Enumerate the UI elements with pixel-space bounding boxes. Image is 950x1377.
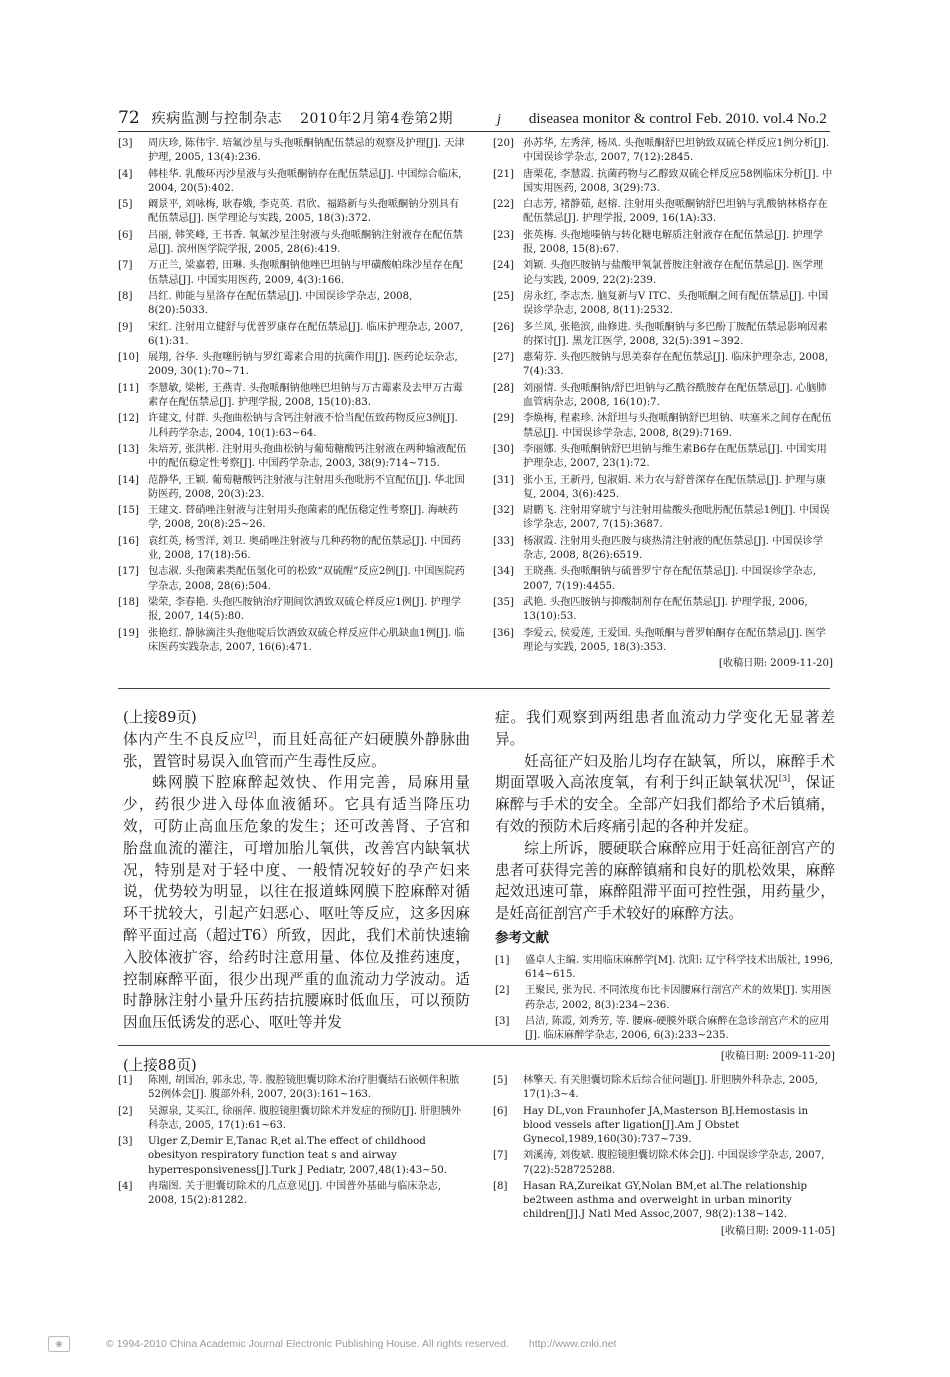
citation-marker: [2] bbox=[245, 730, 257, 740]
reference-item bbox=[493, 627, 833, 655]
reference-number: [13] bbox=[118, 443, 139, 455]
reference-number: [15] bbox=[118, 505, 139, 517]
reference-number: [1] bbox=[495, 954, 510, 966]
reference-item bbox=[493, 596, 833, 624]
body-paragraph: 体内产生不良反应[2]，而且妊高征产妇硬膜外静脉曲张，置管时易误入血管而产生毒性反应。 bbox=[123, 730, 470, 770]
reference-number: [2] bbox=[118, 1105, 133, 1117]
reference-item bbox=[118, 259, 468, 287]
reference-item bbox=[493, 1180, 835, 1223]
reference-text: 许建文, 付群. 头孢曲松钠与含钙注射液不恰当配伍致药物反应3例[J]. 儿科药学杂志, 2004, 10(1):63~64. bbox=[148, 413, 458, 439]
reference-text: 刘丽情. 头孢哌酮钠/舒巴坦钠与乙酰谷酰胺存在配伍禁忌[J]. 心脑肺血管病杂志, 2008, 16(10):7. bbox=[523, 382, 827, 408]
reference-number: [12] bbox=[118, 413, 139, 425]
reference-text: 多兰凤, 张艳滨, 曲修进. 头孢哌酮钠与多巴酚丁胺配伍禁忌影响因素的探讨[J]. 黑龙江医学, 2008, 32(5):391~392. bbox=[523, 321, 828, 347]
reference-item bbox=[493, 290, 833, 318]
issue-date-cn: 2010年2月第4卷第2期 bbox=[300, 111, 453, 127]
reference-text: 梁荣, 李春艳. 头孢匹胺钠治疗期间饮酒致双硫仑样反应1例[J]. 护理学报, 2007, 14(5):80. bbox=[148, 596, 462, 623]
page-number: 72 bbox=[118, 108, 140, 128]
continued-from-note: (上接88页) bbox=[123, 1057, 197, 1074]
reference-item bbox=[118, 137, 468, 165]
references-heading: 参考文献 bbox=[495, 929, 549, 946]
reference-text: 吕红. 帅能与星洛存在配伍禁忌[J]. 中国误诊学杂志, 2008, 8(20):5033. bbox=[148, 290, 413, 317]
body-paragraph: 蛛网膜下腔麻醉起效快、作用完善，局麻用量少，药很少进入母体血液循环。它具有适当降压功效，可防止高血压危象的发生；还可改善肾、子宫和胎盘血流的灌注，可增加胎儿氧供，改善宫内缺氧状况，特别是对于轻中度、一般情况较好的孕产妇来说，优势较为明显，以往在报道蛛网膜下腔麻醉对循环干扰较大，引起产妇恶心、呕吐等反应，这多因麻醉平面过高（超过T6）所致，因此，我们术前快速输入胶体液扩容，给药时注意用量、体位及推药速度，控制麻醉平面，很少出现严重的血流动力学波动。适时静脉注射小量升压药拮抗腰麻时低血压，可以预防因血压低诱发的恶心、呕吐等并发 bbox=[123, 774, 470, 1032]
reference-number: [6] bbox=[118, 229, 133, 241]
body-paragraph: 综上所诉，腰硬联合麻醉应用于妊高征剖宫产的患者可获得完善的麻醉镇痛和良好的肌松效果，麻醉起效迅速可靠，麻醉阻滞平面可控性强，用药量少，是妊高征剖宫产手术较好的麻醉方法。 bbox=[495, 839, 835, 923]
reference-text: 万正兰, 梁嘉碧, 田琳. 头孢哌酮钠他唑巴坦钠与甲磺酸帕珠沙星存在配伍禁忌[J]. 中国实用医药, 2009, 4(3):166. bbox=[148, 260, 463, 286]
reference-number: [14] bbox=[118, 474, 139, 486]
reference-number: [4] bbox=[118, 168, 133, 180]
reference-text: 冉瑞图. 关于胆囊切除术的几点意见[J]. 中国普外基础与临床杂志, 2008, 15(2):81282. bbox=[148, 1180, 442, 1207]
received-date: [收稿日期: 2009-11-20] bbox=[718, 658, 833, 670]
reference-text: 张小玉, 王新丹, 包淑娟. 米力农与舒普深存在配伍禁忌[J]. 护理与康复, 2004, 3(6):425. bbox=[523, 474, 826, 500]
reference-item bbox=[493, 259, 833, 287]
reference-item bbox=[118, 565, 468, 593]
reference-number: [27] bbox=[493, 352, 514, 364]
reference-item bbox=[493, 137, 833, 165]
reference-item bbox=[118, 290, 468, 318]
reference-item bbox=[118, 412, 468, 440]
reference-text: 陈刚, 胡国冶, 郭永忠, 等. 腹腔镜胆囊切除术治疗胆囊结石嵌顿伴积脓52例体会[J]. 腹部外科, 2007, 20(3):161~163. bbox=[148, 1075, 460, 1101]
page-footer bbox=[48, 1336, 616, 1352]
reference-item bbox=[495, 954, 835, 982]
reference-text: 孙苏华, 左秀萍, 杨凤. 头孢哌酮舒巴坦钠致双硫仑样反应1例分析[J]. 中国误诊学杂志, 2007, 7(12):2845. bbox=[523, 138, 830, 164]
reference-text: 李爱云, 侯爱莲, 王爱国. 头孢哌酮与普罗帕酮存在配伍禁忌[J]. 医学理论与实践, 2005, 18(3):353. bbox=[523, 627, 826, 653]
reference-number: [30] bbox=[493, 443, 514, 455]
reference-number: [7] bbox=[493, 1150, 508, 1162]
reference-number: [4] bbox=[118, 1180, 133, 1192]
reference-text: 李焕梅, 程素珍. 沐舒坦与头孢哌酮钠舒巴坦钠、呋塞米之间存在配伍禁忌[J]. 中国误诊学杂志, 2008, 8(29):7169. bbox=[523, 413, 832, 439]
reference-number: [8] bbox=[118, 290, 133, 302]
reference-text: 宋红. 注射用立健舒与优普罗康存在配伍禁忌[J]. 临床护理杂志, 2007, 6(1):31. bbox=[148, 321, 464, 347]
reference-number: [33] bbox=[493, 535, 514, 547]
reference-text: 朱培芳, 张洪彬. 注射用头孢曲松钠与葡萄糖酸钙注射液在两种输液配伍中的配伍稳定性考察[J]. 中国药学杂志, 2003, 38(9):714~715. bbox=[148, 443, 467, 470]
reference-item bbox=[118, 1135, 470, 1178]
body-paragraph: 妊高征产妇及胎儿均存在缺氧，所以，麻醉手术期面罩吸入高浓度氧，有利于纠正缺氧状况[3]，保证麻醉与手术的安全。全部产妇我们都给予术后镇痛，有效的预防术后疼痛引起的各种并发症。 bbox=[495, 752, 835, 835]
reference-number: [28] bbox=[493, 382, 514, 394]
reference-text: Hay DL,von Fraunhofer JA,Masterson BJ.Hemostasis in blood vessels after ligation[J].Am J Obstet Gynecol,1989,160(30):737~739. bbox=[523, 1105, 809, 1145]
section-divider bbox=[118, 1045, 830, 1046]
reference-list-right bbox=[493, 1074, 835, 1239]
citation-marker: [3] bbox=[778, 774, 791, 784]
reference-item bbox=[118, 229, 468, 257]
reference-number: [10] bbox=[118, 352, 139, 364]
reference-number: [32] bbox=[493, 505, 514, 517]
received-date: [收稿日期: 2009-11-05] bbox=[720, 1225, 835, 1237]
reference-number: [11] bbox=[118, 382, 139, 394]
reference-item bbox=[118, 596, 468, 624]
reference-number: [7] bbox=[118, 260, 133, 272]
reference-number: [8] bbox=[493, 1180, 508, 1192]
reference-text: 王晓燕. 头孢哌酮钠与硫普罗宁存在配伍禁忌[J]. 中国误诊学杂志, 2007, 7(19):4455. bbox=[523, 566, 817, 592]
reference-text: 吕洁, 陈霞, 刘秀芳, 等. 腰麻-硬膜外联合麻醉在急诊剖宫产术的应用[J]. 临床麻醉学杂志, 2006, 6(3):233~235. bbox=[525, 1015, 830, 1042]
received-date: [收稿日期: 2009-11-20] bbox=[720, 1050, 835, 1062]
reference-text: 李丽娜. 头孢哌酮钠舒巴坦钠与维生素B6存在配伍禁忌[J]. 中国实用护理杂志, 2007, 23(1):72. bbox=[523, 443, 827, 470]
reference-number: [21] bbox=[493, 168, 514, 180]
reference-item bbox=[493, 1149, 835, 1177]
reference-item bbox=[493, 351, 833, 379]
reference-number: [29] bbox=[493, 413, 514, 425]
reference-item bbox=[118, 627, 468, 655]
article-column-left bbox=[123, 707, 470, 1034]
publisher-logo-icon: ❀ bbox=[48, 1336, 70, 1352]
reference-item bbox=[118, 535, 468, 563]
reference-item bbox=[118, 1074, 470, 1102]
footer-url[interactable]: http://www.cnki.net bbox=[528, 1338, 617, 1350]
reference-item bbox=[493, 198, 833, 226]
reference-number: [3] bbox=[118, 1136, 133, 1148]
reference-item bbox=[493, 1074, 835, 1102]
reference-item bbox=[118, 474, 468, 502]
reference-item bbox=[493, 229, 833, 257]
reference-number: [20] bbox=[493, 138, 514, 149]
section-divider bbox=[118, 688, 830, 689]
header-rule bbox=[118, 131, 830, 132]
article-column-right bbox=[495, 707, 835, 1067]
reference-number: [17] bbox=[118, 566, 139, 578]
reference-number: [3] bbox=[118, 138, 133, 149]
reference-number: [5] bbox=[118, 199, 133, 211]
reference-number: [5] bbox=[493, 1075, 508, 1086]
reference-item bbox=[493, 1105, 835, 1148]
reference-text: 张英梅. 头孢地嗪钠与转化糖电解质注射液存在配伍禁忌[J]. 护理学报, 2008, 15(8):67. bbox=[523, 229, 824, 255]
reference-text: 惠菊芬. 头孢匹胺钠与思美泰存在配伍禁忌[J]. 临床护理杂志, 2008, 7(4):33. bbox=[523, 352, 829, 378]
reference-number: [6] bbox=[493, 1105, 508, 1117]
reference-number: [22] bbox=[493, 199, 514, 211]
reference-text: 包志淑. 头孢菌素类配伍氢化可的松致“双硫醒”反应2例[J]. 中国医院药学杂志, 2008, 28(6):504. bbox=[148, 566, 465, 592]
reference-text: 周庆珍, 陈伟宇. 培氟沙星与头孢哌酮钠配伍禁忌的观察及护理[J]. 天津护理, 2005, 13(4):236. bbox=[148, 138, 465, 164]
reference-text: 吕丽, 韩笑峰, 王书香. 氧氟沙星注射液与头孢哌酮钠注射液存在配伍禁忌[J]. 滨州医学院学报, 2005, 28(6):419. bbox=[148, 229, 463, 255]
reference-text: Hasan RA,Zureikat GY,Nolan BM,et al.The relationship be2tween asthma and overweight in urban minority children[J].J Natl Med Assoc,2007, 98(2):138~142. bbox=[523, 1180, 808, 1221]
reference-item bbox=[493, 382, 833, 410]
reference-item bbox=[493, 168, 833, 196]
reference-text: 吴源泉, 艾买江, 徐丽萍. 腹腔镜胆囊切除术并发症的预防[J]. 肝胆胰外科杂志, 2005, 17(1):61~63. bbox=[148, 1105, 461, 1131]
reference-text: 范静华, 王颖. 葡萄糖酸钙注射液与注射用头孢吡肟不宜配伍[J]. 华北国防医药, 2008, 20(3):23. bbox=[148, 474, 465, 500]
reference-text: 刘溪涛, 刘俊斌. 腹腔镜胆囊切除术体会[J]. 中国误诊学杂志, 2007, 7(22):528725288. bbox=[523, 1150, 825, 1176]
reference-text: 展翔, 谷华. 头孢噻肟钠与罗红霉素合用的抗菌作用[J]. 医药论坛杂志, 2009, 30(1):70~71. bbox=[148, 352, 458, 378]
reference-item bbox=[493, 535, 833, 563]
reference-item bbox=[118, 1105, 470, 1133]
reference-number: [16] bbox=[118, 535, 139, 547]
reference-item bbox=[493, 443, 833, 471]
reference-text: 尉鹏飞. 注射用穿琥宁与注射用盐酸头孢吡肟配伍禁忌1例[J]. 中国误诊学杂志, 2007, 7(15):3687. bbox=[523, 505, 830, 531]
reference-item bbox=[118, 351, 468, 379]
reference-text: 盛卓人主编. 实用临床麻醉学[M]. 沈阳: 辽宁科学技术出版社, 1996, 614~615. bbox=[525, 954, 833, 980]
reference-item bbox=[118, 168, 468, 196]
reference-text: 王建文. 替硝唑注射液与注射用头孢菌素的配伍稳定性考察[J]. 海峡药学, 2008, 20(8):25~26. bbox=[148, 505, 459, 531]
reference-item bbox=[118, 1180, 470, 1208]
reference-item bbox=[493, 412, 833, 440]
reference-text: 韩桂华. 乳酸环丙沙星液与头孢哌酮钠存在配伍禁忌[J]. 中国综合临床, 2004, 20(5):402. bbox=[148, 168, 462, 194]
reference-list-right bbox=[493, 137, 833, 671]
reference-list-left bbox=[118, 137, 468, 657]
reference-text: 唐栗花, 李慧霞. 抗菌药物与乙醇致双硫仑样反应58例临床分析[J]. 中国实用医药, 2008, 3(29):73. bbox=[523, 168, 833, 194]
reference-item bbox=[495, 1015, 835, 1043]
reference-number: [26] bbox=[493, 321, 514, 333]
reference-item bbox=[118, 382, 468, 410]
reference-list-left bbox=[118, 1074, 470, 1211]
body-paragraph: 症。我们观察到两组患者血流动力学变化无显著差异。 bbox=[495, 709, 835, 748]
reference-text: 房永红, 李志杰. 脑复新与V ITC、头孢哌酮之间有配伍禁忌[J]. 中国误诊学杂志, 2008, 8(11):2532. bbox=[523, 290, 829, 317]
header-separator: j bbox=[497, 112, 501, 127]
reference-item bbox=[493, 321, 833, 349]
journal-title-cn: 疾病监测与控制杂志 bbox=[151, 111, 283, 127]
reference-number: [9] bbox=[118, 321, 133, 333]
reference-number: [36] bbox=[493, 627, 514, 639]
reference-text: Ulger Z,Demir E,Tanac R,et al.The effect of childhood obesityon respiratory function teat s and airway hyperresponsiveness[J].Turk J Pediatr, 2007,48(1):43~50. bbox=[148, 1136, 447, 1176]
reference-text: 袁红英, 杨雪洋, 刘卫. 奥硝唑注射液与几种药物的配伍禁忌[J]. 中国药业, 2008, 17(18):56. bbox=[148, 535, 461, 561]
reference-text: 杨淑霞. 注射用头孢匹胺与痰热清注射液的配伍禁忌[J]. 中国误诊学杂志, 2008, 8(26):6519. bbox=[523, 535, 824, 561]
reference-item bbox=[118, 321, 468, 349]
reference-item bbox=[493, 565, 833, 593]
reference-number: [25] bbox=[493, 290, 514, 302]
reference-number: [24] bbox=[493, 260, 514, 272]
reference-text: 李慧敏, 梁彬, 王燕青. 头孢哌酮钠他唑巴坦钠与万古霉素及去甲万古霉素存在配伍禁忌[J]. 护理学报, 2008, 15(10):83. bbox=[148, 382, 463, 408]
reference-number: [18] bbox=[118, 596, 139, 608]
reference-number: [3] bbox=[495, 1015, 510, 1027]
reference-number: [34] bbox=[493, 566, 514, 578]
reference-number: [23] bbox=[493, 229, 514, 241]
reference-number: [35] bbox=[493, 596, 514, 608]
reference-item bbox=[118, 504, 468, 532]
journal-title-en: diseasea monitor & control Feb. 2010. vol.4 No.2 bbox=[528, 111, 827, 127]
reference-text: 阚景平, 刘咏梅, 耿春娥, 李克英. 君欣、福路新与头孢哌酮钠分别具有配伍禁忌[J]. 医学理论与实践, 2005, 18(3):372. bbox=[148, 199, 460, 225]
reference-list-article bbox=[495, 954, 835, 1044]
reference-text: 王聚民, 张为民. 不同浓度布比卡因腰麻行剖宫产术的效果[J]. 实用医药杂志, 2002, 8(3):234~236. bbox=[525, 985, 832, 1011]
reference-item bbox=[118, 198, 468, 226]
reference-item bbox=[118, 443, 468, 471]
reference-number: [19] bbox=[118, 627, 139, 639]
reference-item bbox=[495, 984, 835, 1012]
reference-number: [2] bbox=[495, 985, 510, 997]
reference-number: [31] bbox=[493, 474, 514, 486]
reference-item bbox=[493, 504, 833, 532]
reference-text: 白志芳, 褚静茹, 赵榕. 注射用头孢哌酮钠舒巴坦钠与乳酸钠林格存在配伍禁忌[J]. 护理学报, 2009, 16(1A):33. bbox=[523, 199, 828, 225]
reference-text: 武艳. 头孢匹胺钠与抑酸制剂存在配伍禁忌[J]. 护理学报, 2006, 13(10):53. bbox=[523, 596, 808, 623]
reference-item bbox=[493, 474, 833, 502]
reference-text: 林擎天. 有关胆囊切除术后综合征问题[J]. 肝胆胰外科杂志, 2005, 17(1):3~4. bbox=[523, 1075, 818, 1101]
reference-number: [1] bbox=[118, 1075, 133, 1086]
copyright-notice: © 1994-2010 China Academic Journal Electronic Publishing House. All rights reserved. bbox=[106, 1338, 509, 1350]
page-header bbox=[118, 108, 830, 130]
reference-text: 张艳红. 静脉滴注头孢他啶后饮酒致双硫仑样反应伴心肌缺血1例[J]. 临床医药实践杂志, 2007, 16(6):471. bbox=[148, 627, 465, 653]
reference-text: 刘颖. 头孢匹胺钠与盐酸甲氧氯普胺注射液存在配伍禁忌[J]. 医学理论与实践, 2009, 22(2):239. bbox=[523, 260, 824, 286]
continued-from-note: (上接89页) bbox=[123, 709, 197, 726]
